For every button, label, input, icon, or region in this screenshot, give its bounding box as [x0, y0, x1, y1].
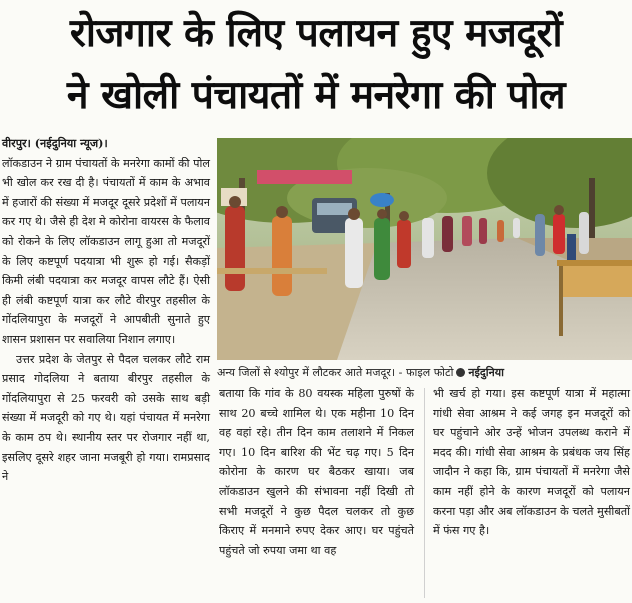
article-dateline	[2, 134, 210, 154]
headline-line-1: रोजगार के लिए पलायन हुए मजदूरों	[69, 11, 563, 56]
article-paragraph-3: बताया कि गांव के 80 वयस्क महिला पुरुषों के साथ 20 बच्चे शामिल थे। एक महीना 10 दिन वह वहां रहे। तीन दिन काम तलाशने में निकल गए। 10 दिन बारिश की भेंट चढ़ गए। 5 दिन कोरोना के कारण घर बैठकर खाया। जब लॉकडाउन खुलने की संभावना नहीं दिखी तो सभी मजदूरों ने कुछ पैदल चलकर तो कुछ किराए में मनमाने रुपए देकर आए। घर पहुंचते पहुंचते जो रुपया जमा था वह	[219, 387, 414, 557]
article-paragraph-1: लॉकडाउन ने ग्राम पंचायतों के मनरेगा कामों की पोल भी खोल कर रख दी है। पंचायतों में काम के अभाव में हजारों की संख्या में मजदूर दूसरे प्रदेशों में पलायन कर गए थे। जैसे ही देश मे कोरोना वायरस के फैलाव को रोकने के लिए लॉकडाउन लागू हुआ तो मजदूरों के लिए कष्टपूर्ण पदयात्रा भी शुरू हो गई। सैकड़ों किमी लंबी पदयात्रा कर मजदूर वापस लौटे हैं। ऐसी ही लंबी कष्टपूर्ण यात्रा कर लौटे वीरपुर तहसील के गोंदलियापुरा के मजदूरों ने आपबीती सुनाते हुए शासन प्रशासन पर सवालिया निशान लगाए।	[2, 156, 210, 346]
photo-caption	[217, 364, 632, 382]
article-column-3	[433, 384, 630, 541]
article-column-2	[219, 384, 414, 560]
article-paragraph-2: उत्तर प्रदेश के जेतपुर से पैदल चलकर लौटे राम प्रसाद गोदलिया ने बताया बीरपुर तहसील के गोंदलियापुरा से 25 फरवरी को उसके साथ बड़ी संख्या में मजदूरी को गए थे। यहां पंचायत में मनरेगा के काम ठप थे। स्थानीय स्तर पर रोजगार नहीं था, इसलिए दूसरे शहर जाना मजबूरी हो गया। रामप्रसाद ने	[2, 352, 210, 484]
article-paragraph-4: भी खर्च हो गया। इस कष्टपूर्ण यात्रा में महात्मा गांधी सेवा आश्रम ने कई जगह इन मजदूरों को घर पहुंचाने ओर उन्हें भोजन उपलब्ध कराने में मदद की। गांधी सेवा आश्रम के प्रबंधक जय सिंह जादौन ने कहा कि, ग्राम पंचायतों में मनरेगा जैसे काम नहीं होने के कारण मजदूरों को पलायन करना पड़ा और अब लॉकडाउन के चलते मुसीबतों में फंस गए है।	[433, 387, 630, 538]
caption-text: अन्य जिलों से श्योपुर में लौटकर आते मजदूर। - फाइल फोटो	[217, 366, 454, 379]
circle-bullet-icon	[456, 368, 465, 377]
photo-credit: नईदुनिया	[468, 366, 504, 379]
headline	[0, 0, 632, 132]
dateline: वीरपुर। (नईदुनिया न्यूज)।	[2, 136, 108, 150]
headline-line-2: ने खोली पंचायतों में मनरेगा की पोल	[66, 73, 566, 118]
article-column-1	[2, 134, 210, 487]
news-photo	[217, 138, 632, 360]
column-divider	[424, 388, 425, 598]
